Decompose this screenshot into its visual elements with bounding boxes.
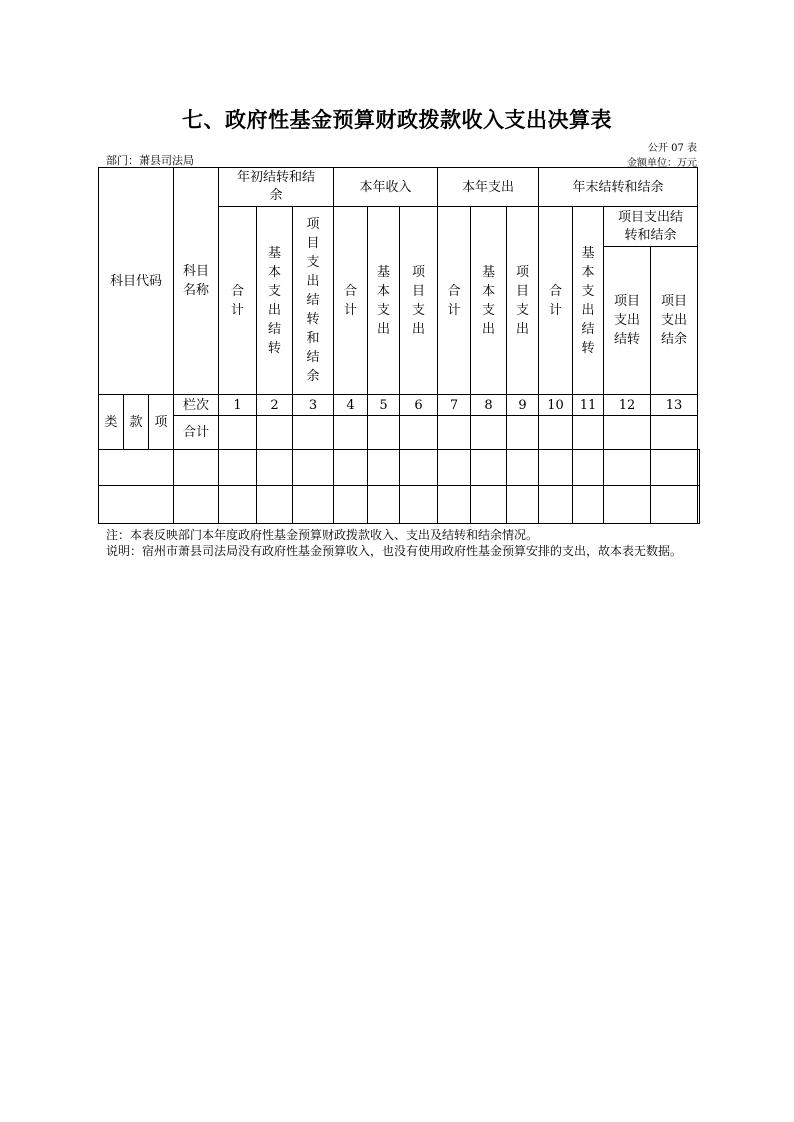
table-cell xyxy=(400,416,438,450)
column-number: 9 xyxy=(507,395,539,416)
table-cell xyxy=(219,486,257,524)
table-cell xyxy=(471,486,507,524)
table-cell xyxy=(651,450,698,486)
column-number: 6 xyxy=(400,395,438,416)
table-cell xyxy=(471,450,507,486)
table-cell xyxy=(219,416,257,450)
form-number: 公开 07 表 xyxy=(647,143,697,154)
table-cell xyxy=(438,450,471,486)
header-expense-project: 项目支出 xyxy=(507,207,539,395)
table-cell xyxy=(507,486,539,524)
table-cell xyxy=(471,416,507,450)
header-end-project-group: 项目支出结转和结余 xyxy=(604,207,698,247)
table-cell xyxy=(573,416,604,450)
department-label: 部门：萧县司法局 xyxy=(106,154,194,167)
table-cell xyxy=(400,486,438,524)
table-cell xyxy=(293,486,334,524)
column-number: 2 xyxy=(257,395,293,416)
header-income-project: 项目支出 xyxy=(400,207,438,395)
notes-section xyxy=(106,527,706,559)
table-cell xyxy=(257,486,293,524)
header-end-basic: 基本支出结转 xyxy=(573,207,604,395)
table-cell xyxy=(400,450,438,486)
header-income-basic: 基本支出 xyxy=(368,207,400,395)
header-section: 款 xyxy=(124,395,149,450)
header-begin-total: 合计 xyxy=(219,207,257,395)
amount-unit-label: 金额单位：万元 xyxy=(627,158,697,169)
column-number: 1 xyxy=(219,395,257,416)
header-class: 类 xyxy=(99,395,124,450)
table-cell xyxy=(334,486,368,524)
table-cell xyxy=(698,450,700,486)
column-number: 12 xyxy=(604,395,651,416)
table-cell xyxy=(539,486,573,524)
header-item: 项 xyxy=(149,395,174,450)
table-cell xyxy=(174,486,219,524)
header-end-project-carry: 项目支出结转 xyxy=(604,247,651,395)
header-subject-name: 科目名称 xyxy=(174,168,219,395)
table-cell xyxy=(293,450,334,486)
header-end-total: 合计 xyxy=(539,207,573,395)
budget-table xyxy=(98,167,700,524)
header-end-group: 年末结转和结余 xyxy=(539,168,698,207)
column-number-label: 栏次 xyxy=(174,395,219,416)
table-cell xyxy=(99,450,174,486)
note-text: 注：本表反映部门本年度政府性基金预算财政拨款收入、支出及结转和结余情况。 xyxy=(106,528,539,542)
table-cell xyxy=(219,450,257,486)
column-number: 5 xyxy=(368,395,400,416)
table-cell xyxy=(293,416,334,450)
header-income-group: 本年收入 xyxy=(334,168,438,207)
header-expense-basic: 基本支出 xyxy=(471,207,507,395)
table-cell xyxy=(438,416,471,450)
table-cell xyxy=(651,486,698,524)
table-cell xyxy=(174,450,219,486)
explanation-text: 说明：宿州市萧县司法局没有政府性基金预算收入，也没有使用政府性基金预算安排的支出，故本表无数据。 xyxy=(106,544,683,558)
table-cell xyxy=(257,450,293,486)
header-income-total: 合计 xyxy=(334,207,368,395)
table-cell xyxy=(368,416,400,450)
table-cell xyxy=(573,450,604,486)
header-begin-basic: 基本支出结转 xyxy=(257,207,293,395)
column-number: 10 xyxy=(539,395,573,416)
column-number: 13 xyxy=(651,395,698,416)
table-cell xyxy=(651,416,698,450)
table-cell xyxy=(334,450,368,486)
header-begin-group: 年初结转和结余 xyxy=(219,168,334,207)
table-cell xyxy=(698,486,700,524)
table-cell xyxy=(573,486,604,524)
column-number: 8 xyxy=(471,395,507,416)
table-cell xyxy=(539,450,573,486)
total-row-label: 合计 xyxy=(174,416,219,450)
table-cell xyxy=(438,486,471,524)
table-cell xyxy=(604,450,651,486)
table-cell xyxy=(334,416,368,450)
header-begin-project: 项目支出结转和结余 xyxy=(293,207,334,395)
header-end-project-surplus: 项目支出结余 xyxy=(651,247,698,395)
column-number: 3 xyxy=(293,395,334,416)
column-number: 7 xyxy=(438,395,471,416)
header-expense-group: 本年支出 xyxy=(438,168,539,207)
table-cell xyxy=(507,450,539,486)
table-cell xyxy=(507,416,539,450)
table-cell xyxy=(539,416,573,450)
header-subject-code: 科目代码 xyxy=(99,168,174,395)
column-number: 11 xyxy=(573,395,604,416)
page-title: 七、政府性基金预算财政拨款收入支出决算表 xyxy=(182,108,612,132)
table-row xyxy=(99,486,700,524)
table-cell xyxy=(257,416,293,450)
column-number: 4 xyxy=(334,395,368,416)
table-row xyxy=(99,416,700,450)
table-cell xyxy=(604,486,651,524)
table-cell xyxy=(604,416,651,450)
table-cell xyxy=(99,486,174,524)
header-expense-total: 合计 xyxy=(438,207,471,395)
table-row xyxy=(99,450,700,486)
table-cell xyxy=(368,486,400,524)
table-cell xyxy=(368,450,400,486)
